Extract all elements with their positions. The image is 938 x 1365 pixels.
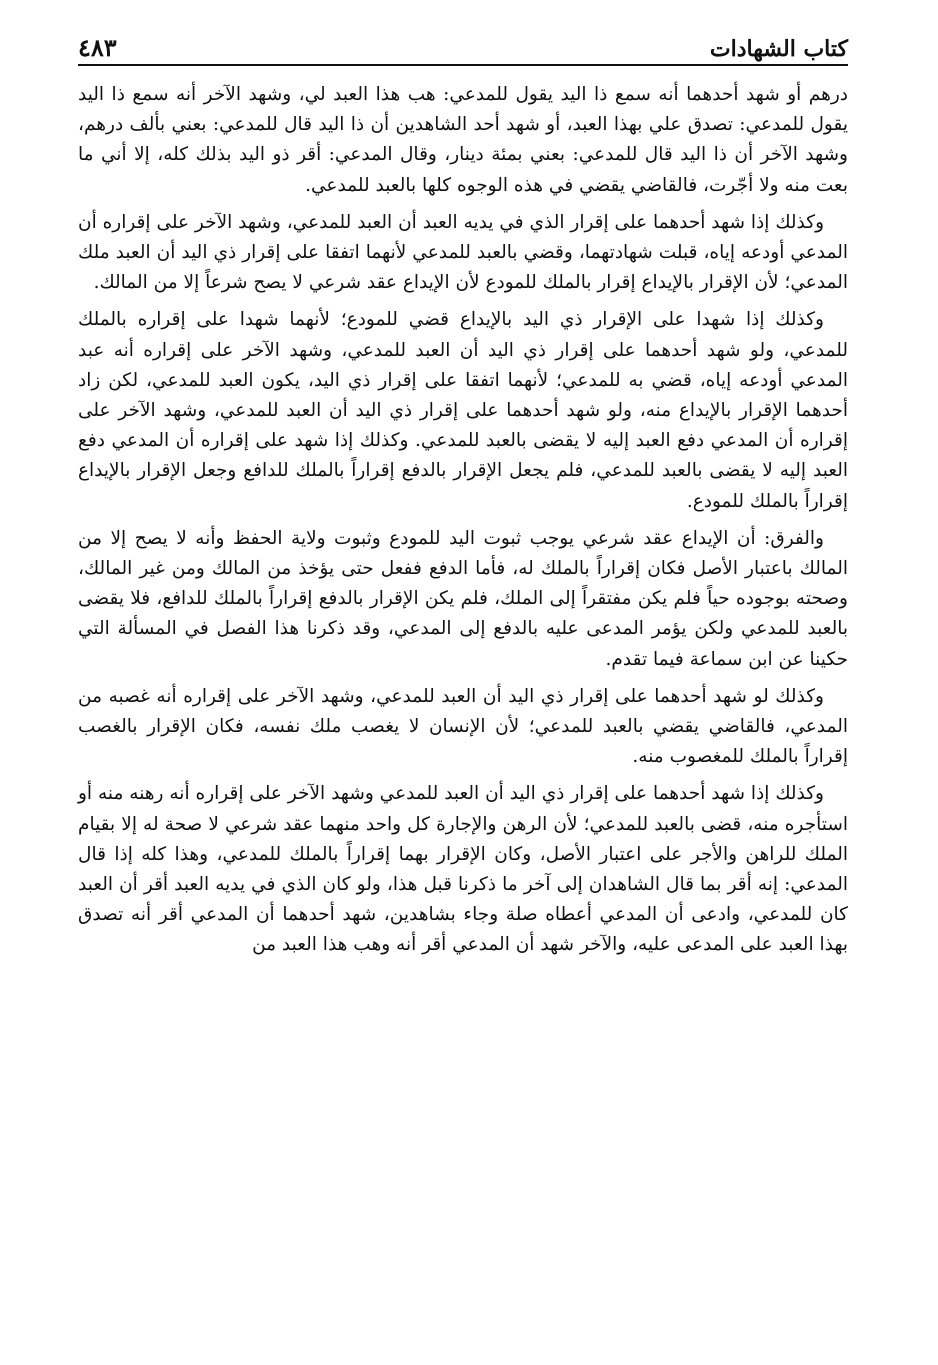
book-page — [78, 26, 848, 1346]
paragraph: وكذلك إذا شهدا على الإقرار ذي اليد بالإيداع قضي للمودع؛ لأنهما شهدا على إقراره بالملك للمدعي، ولو شهد أحدهما على إقرار ذي اليد أن العبد للمدعي، وشهد الآخر على إقراره أنه عبد المدعي أودعه إياه، قضي به للمدعي؛ لأنهما اتفقا على إقرار ذي اليد، يكون العبد للمدعي، لكن زاد أحدهما الإقرار بالإيداع منه، ولو شهد أحدهما على إقرار ذي اليد أن العبد للمدعي، وشهد الآخر على إقراره أن المدعي دفع العبد إليه لا يقضى بالعبد للمدعي. وكذلك إذا شهد على إقراره أن المدعي دفع العبد إليه لا يقضى بالعبد للمدعي، فلم يجعل الإقرار بالدفع إقراراً بالملك للدافع وجعل الإقرار بالإيداع إقراراً بالملك للمودع. — [78, 309, 848, 512]
page-header — [78, 26, 848, 66]
running-title: كتاب الشهادات — [709, 36, 848, 62]
paragraph: وكذلك إذا شهد أحدهما على إقرار الذي في يديه العبد أن العبد للمدعي، وشهد الآخر على إقراره أن المدعي أودعه إياه، قبلت شهادتهما، وقضي بالعبد للمدعي لأنهما اتفقا على إقرار ذي اليد أن العبد ملك المدعي؛ لأن الإقرار بالإيداع إقرار بالملك للمودع لأن الإيداع عقد شرعي لا يصح شرعاً إلا من المالك. — [78, 211, 848, 294]
paragraph: وكذلك إذا شهد أحدهما على إقرار ذي اليد أن العبد للمدعي وشهد الآخر على إقراره أنه رهنه منه أو استأجره منه، قضى بالعبد للمدعي؛ لأن الرهن والإجارة كل واحد منهما عقد شرعي لا صحة له إلا بقيام الملك للراهن والأجر على اعتبار الأصل، وكان الإقرار بهما إقراراً بالملك للمدعي، وهذا كله إذا قال المدعي: إنه أقر بما قال الشاهدان إلى آخر ما ذكرنا قبل هذا، ولو كان الذي في يديه العبد أقر أن العبد كان للمدعي، وادعى أن المدعي أعطاه صلة وجاء بشاهدين، شهد أحدهما أن المدعي أقر أنه تصدق بهذا العبد على المدعى عليه، والآخر شهد أن المدعي أقر أنه وهب هذا العبد من — [78, 783, 848, 956]
paragraph: والفرق: أن الإيداع عقد شرعي يوجب ثبوت اليد للمودع وثبوت ولاية الحفظ وأنه لا يصح إلا من المالك باعتبار الأصل فكان إقراراً بالملك له، فأما الدفع ففعل حتى يؤخذ من المالك ومن غير المالك، وصحته بوجوده حياً فلم يكن مفتقراً إلى الملك، فلم يكن الإقرار بالدفع إقراراً بالملك للدافع، فلا يقضى بالعبد للمدعي ولكن يؤمر المدعى عليه بالدفع إلى المدعي، وقد ذكرنا هذا الفصل في المسألة التي حكينا عن ابن سماعة فيما تقدم. — [78, 527, 848, 670]
page-body — [78, 80, 848, 961]
paragraph: وكذلك لو شهد أحدهما على إقرار ذي اليد أن العبد للمدعي، وشهد الآخر على إقراره أنه غصبه من المدعي، فالقاضي يقضي بالعبد للمدعي؛ لأن الإنسان لا يغصب ملك نفسه، فكان الإقرار بالغصب إقراراً بالملك للمغصوب منه. — [78, 685, 848, 768]
page-number: ٤٨٣ — [78, 33, 117, 62]
paragraph: درهم أو شهد أحدهما أنه سمع ذا اليد يقول للمدعي: هب هذا العبد لي، وشهد الآخر أنه سمع ذا اليد يقول للمدعي: تصدق علي بهذا العبد، أو شهد أحد الشاهدين أن ذا اليد قال للمدعي: بعني بألف درهم، وشهد الآخر أن ذا اليد قال للمدعي: بعني بمئة دينار، وقال المدعي: أقر ذو اليد بذلك كله، إلا أني ما بعت منه ولا أجّرت، فالقاضي يقضي في هذه الوجوه كلها بالعبد للمدعي. — [78, 84, 848, 196]
